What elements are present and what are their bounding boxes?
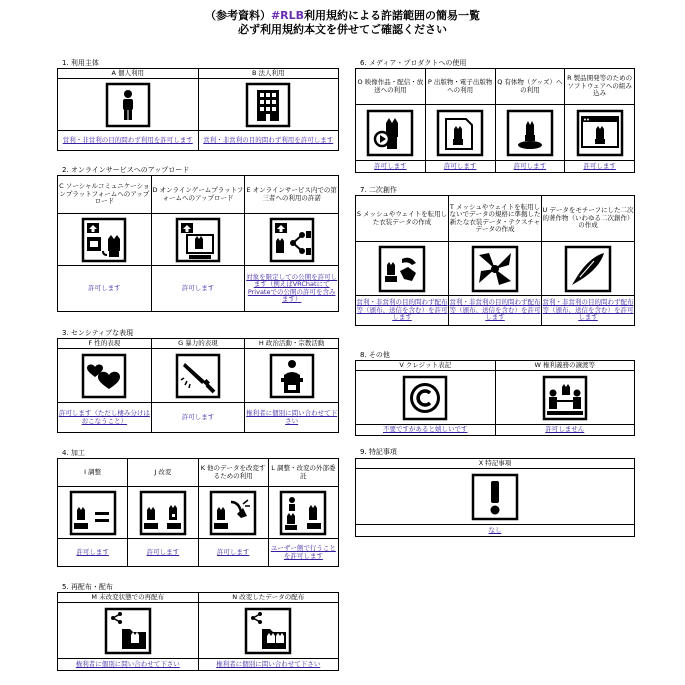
icon-cell-R	[565, 105, 635, 161]
answer-C: 許可します	[58, 266, 152, 312]
answer-L: ユーザー側で行うことを許可します	[268, 539, 338, 567]
label-B: B 法人利用	[198, 69, 339, 79]
answer-R: 許可します	[565, 161, 635, 173]
other-table	[355, 360, 635, 436]
game-upload-icon	[175, 217, 221, 263]
section-title-usage-subject: 1. 利用主体	[62, 59, 99, 67]
icon-cell-D	[151, 214, 245, 266]
section-title-online-upload: 2. オンラインサービスへのアップロード	[62, 166, 190, 174]
icon-cell-V	[356, 371, 496, 425]
label-O: O 映像作品・配信・放送への利用	[356, 69, 426, 105]
label-V: V クレジット表記	[356, 361, 496, 371]
label-D: D オンラインゲームプラットフォームへのアップロード	[151, 176, 245, 214]
icon-cell-L	[268, 487, 338, 539]
label-C: C ソーシャルコミュニケーションプラットフォームへのアップロード	[58, 176, 152, 214]
icon-cell-F	[58, 349, 152, 403]
answer-G: 許可します	[151, 403, 245, 433]
answer-I: 許可します	[58, 539, 128, 567]
answer-O: 許可します	[356, 161, 426, 173]
icon-cell-H	[245, 349, 339, 403]
answer-T: 営利・非営利の目的問わず配布等（頒布、送信を含む）を許可します	[449, 296, 542, 326]
publication-icon	[436, 109, 484, 157]
label-E: E オンラインサービス内での第三者への利用の許諾	[245, 176, 339, 214]
label-U: U データをモチーフにした二次的著作物（いわゆる二次創作）の作成	[542, 196, 635, 242]
answer-J: 許可します	[128, 539, 198, 567]
redistribute-icon	[104, 607, 152, 655]
icon-cell-U	[542, 242, 635, 296]
adjust-icon	[69, 490, 117, 536]
icon-cell-A	[58, 79, 199, 131]
outsource-icon	[279, 490, 327, 536]
icon-cell-W	[495, 371, 635, 425]
label-T: T メッシュやウェイトを転用しないでデータの規格に準拠した新たな衣装データ・テクスチャデータの作成	[449, 196, 542, 242]
icon-cell-X	[356, 469, 635, 525]
section-title-processing: 4. 加工	[62, 449, 85, 457]
answer-U: 営利・非営利の目的問わず配布等（頒布、送信を含む）を許可します	[542, 296, 635, 326]
icon-cell-P	[425, 105, 495, 161]
label-W: W 権利義務の譲渡等	[495, 361, 635, 371]
goods-icon	[506, 109, 554, 157]
person-icon	[105, 82, 151, 128]
label-X: X 特記事項	[356, 459, 635, 469]
answer-A: 営利・非営利の目的問わず利用を許可します	[58, 131, 199, 151]
copyright-icon	[402, 375, 448, 421]
icon-cell-I	[58, 487, 128, 539]
redistribution-table	[57, 592, 339, 671]
answer-N: 権利者に個別に問い合わせて下さい	[198, 659, 339, 671]
section-title-media: 6. メディア・プロダクトへの使用	[360, 59, 467, 67]
modify-icon	[139, 490, 187, 536]
label-R: R 製品開発等のためのソフトウェアへの組み込み	[565, 69, 635, 105]
use-for-modify-icon	[209, 490, 257, 536]
label-A: A 個人利用	[58, 69, 199, 79]
label-S: S メッシュやウェイトを転用した衣装データの作成	[356, 196, 449, 242]
label-Q: Q 有体物（グッズ）への利用	[495, 69, 565, 105]
label-H: H 政治活動・宗教活動	[245, 339, 339, 349]
label-J: J 改変	[128, 459, 198, 487]
answer-S: 営利・非営利の目的問わず配布等（頒布、送信を含む）を許可します	[356, 296, 449, 326]
page-title-line1: （参考資料）#RLB利用規約による許諾範囲の簡易一覧	[204, 9, 481, 22]
answer-B: 営利・非営利の目的問わず利用を許可します	[198, 131, 339, 151]
hearts-icon	[81, 353, 127, 399]
answer-K: 許可します	[198, 539, 268, 567]
icon-cell-Q	[495, 105, 565, 161]
label-K: K 他のデータを改変するための利用	[198, 459, 268, 487]
icon-cell-O	[356, 105, 426, 161]
new-data-icon	[471, 245, 519, 293]
knife-icon	[175, 353, 221, 399]
answer-Q: 許可します	[495, 161, 565, 173]
answer-D: 許可します	[151, 266, 245, 312]
icon-cell-G	[151, 349, 245, 403]
label-P: P 出版物・電子出版物への利用	[425, 69, 495, 105]
pen-icon	[564, 245, 612, 293]
label-G: G 暴力的表現	[151, 339, 245, 349]
icon-cell-J	[128, 487, 198, 539]
label-M: M 未改変状態での再配布	[58, 593, 199, 603]
icon-cell-B	[198, 79, 339, 131]
transfer-icon	[542, 375, 588, 421]
icon-cell-K	[198, 487, 268, 539]
page-title-line2: 必ず利用規約本文を併せてご確認ください	[238, 23, 447, 36]
answer-X: なし	[356, 525, 635, 537]
label-F: F 性的表現	[58, 339, 152, 349]
building-icon	[245, 82, 291, 128]
usage-subject-table	[57, 68, 339, 151]
online-upload-table	[57, 175, 339, 312]
video-icon	[366, 109, 414, 157]
answer-W: 許可しません	[495, 425, 635, 436]
answer-P: 許可します	[425, 161, 495, 173]
derivative-table	[355, 195, 635, 326]
icon-cell-T	[449, 242, 542, 296]
label-I: I 調整	[58, 459, 128, 487]
icon-cell-M	[58, 603, 199, 659]
social-upload-icon	[81, 217, 127, 263]
exclamation-icon	[471, 473, 519, 521]
answer-V: 不要ですがあると嬉しいです	[356, 425, 496, 436]
reuse-mesh-icon	[378, 245, 426, 293]
label-N: N 改変したデータの配布	[198, 593, 339, 603]
icon-cell-E	[245, 214, 339, 266]
podium-icon	[269, 353, 315, 399]
icon-cell-C	[58, 214, 152, 266]
answer-E: 対象を限定しての公開を許可します（例えばVRChatにてPrivateでの公開の許可を含みます）	[245, 266, 339, 312]
icon-cell-N	[198, 603, 339, 659]
distribute-modified-icon	[244, 607, 292, 655]
section-title-sensitive: 3. センシティブな表現	[62, 329, 134, 337]
notes-table	[355, 458, 635, 537]
sensitive-table	[57, 338, 339, 433]
section-title-redistribution: 5. 再配布・配布	[62, 583, 113, 591]
processing-table	[57, 458, 339, 567]
answer-F: 許可します（ただし棲み分けはおこなうこと）	[58, 403, 152, 433]
third-party-icon	[269, 217, 315, 263]
media-table	[355, 68, 635, 173]
section-title-derivative: 7. 二次創作	[360, 186, 397, 194]
software-icon	[576, 109, 624, 157]
label-L: L 調整・改変の外部委託	[268, 459, 338, 487]
icon-cell-S	[356, 242, 449, 296]
section-title-notes: 9. 特記事項	[360, 448, 397, 456]
answer-H: 権利者に個別に問い合わせて下さい	[245, 403, 339, 433]
answer-M: 権利者に個別に問い合わせて下さい	[58, 659, 199, 671]
section-title-other: 8. その他	[360, 351, 390, 359]
